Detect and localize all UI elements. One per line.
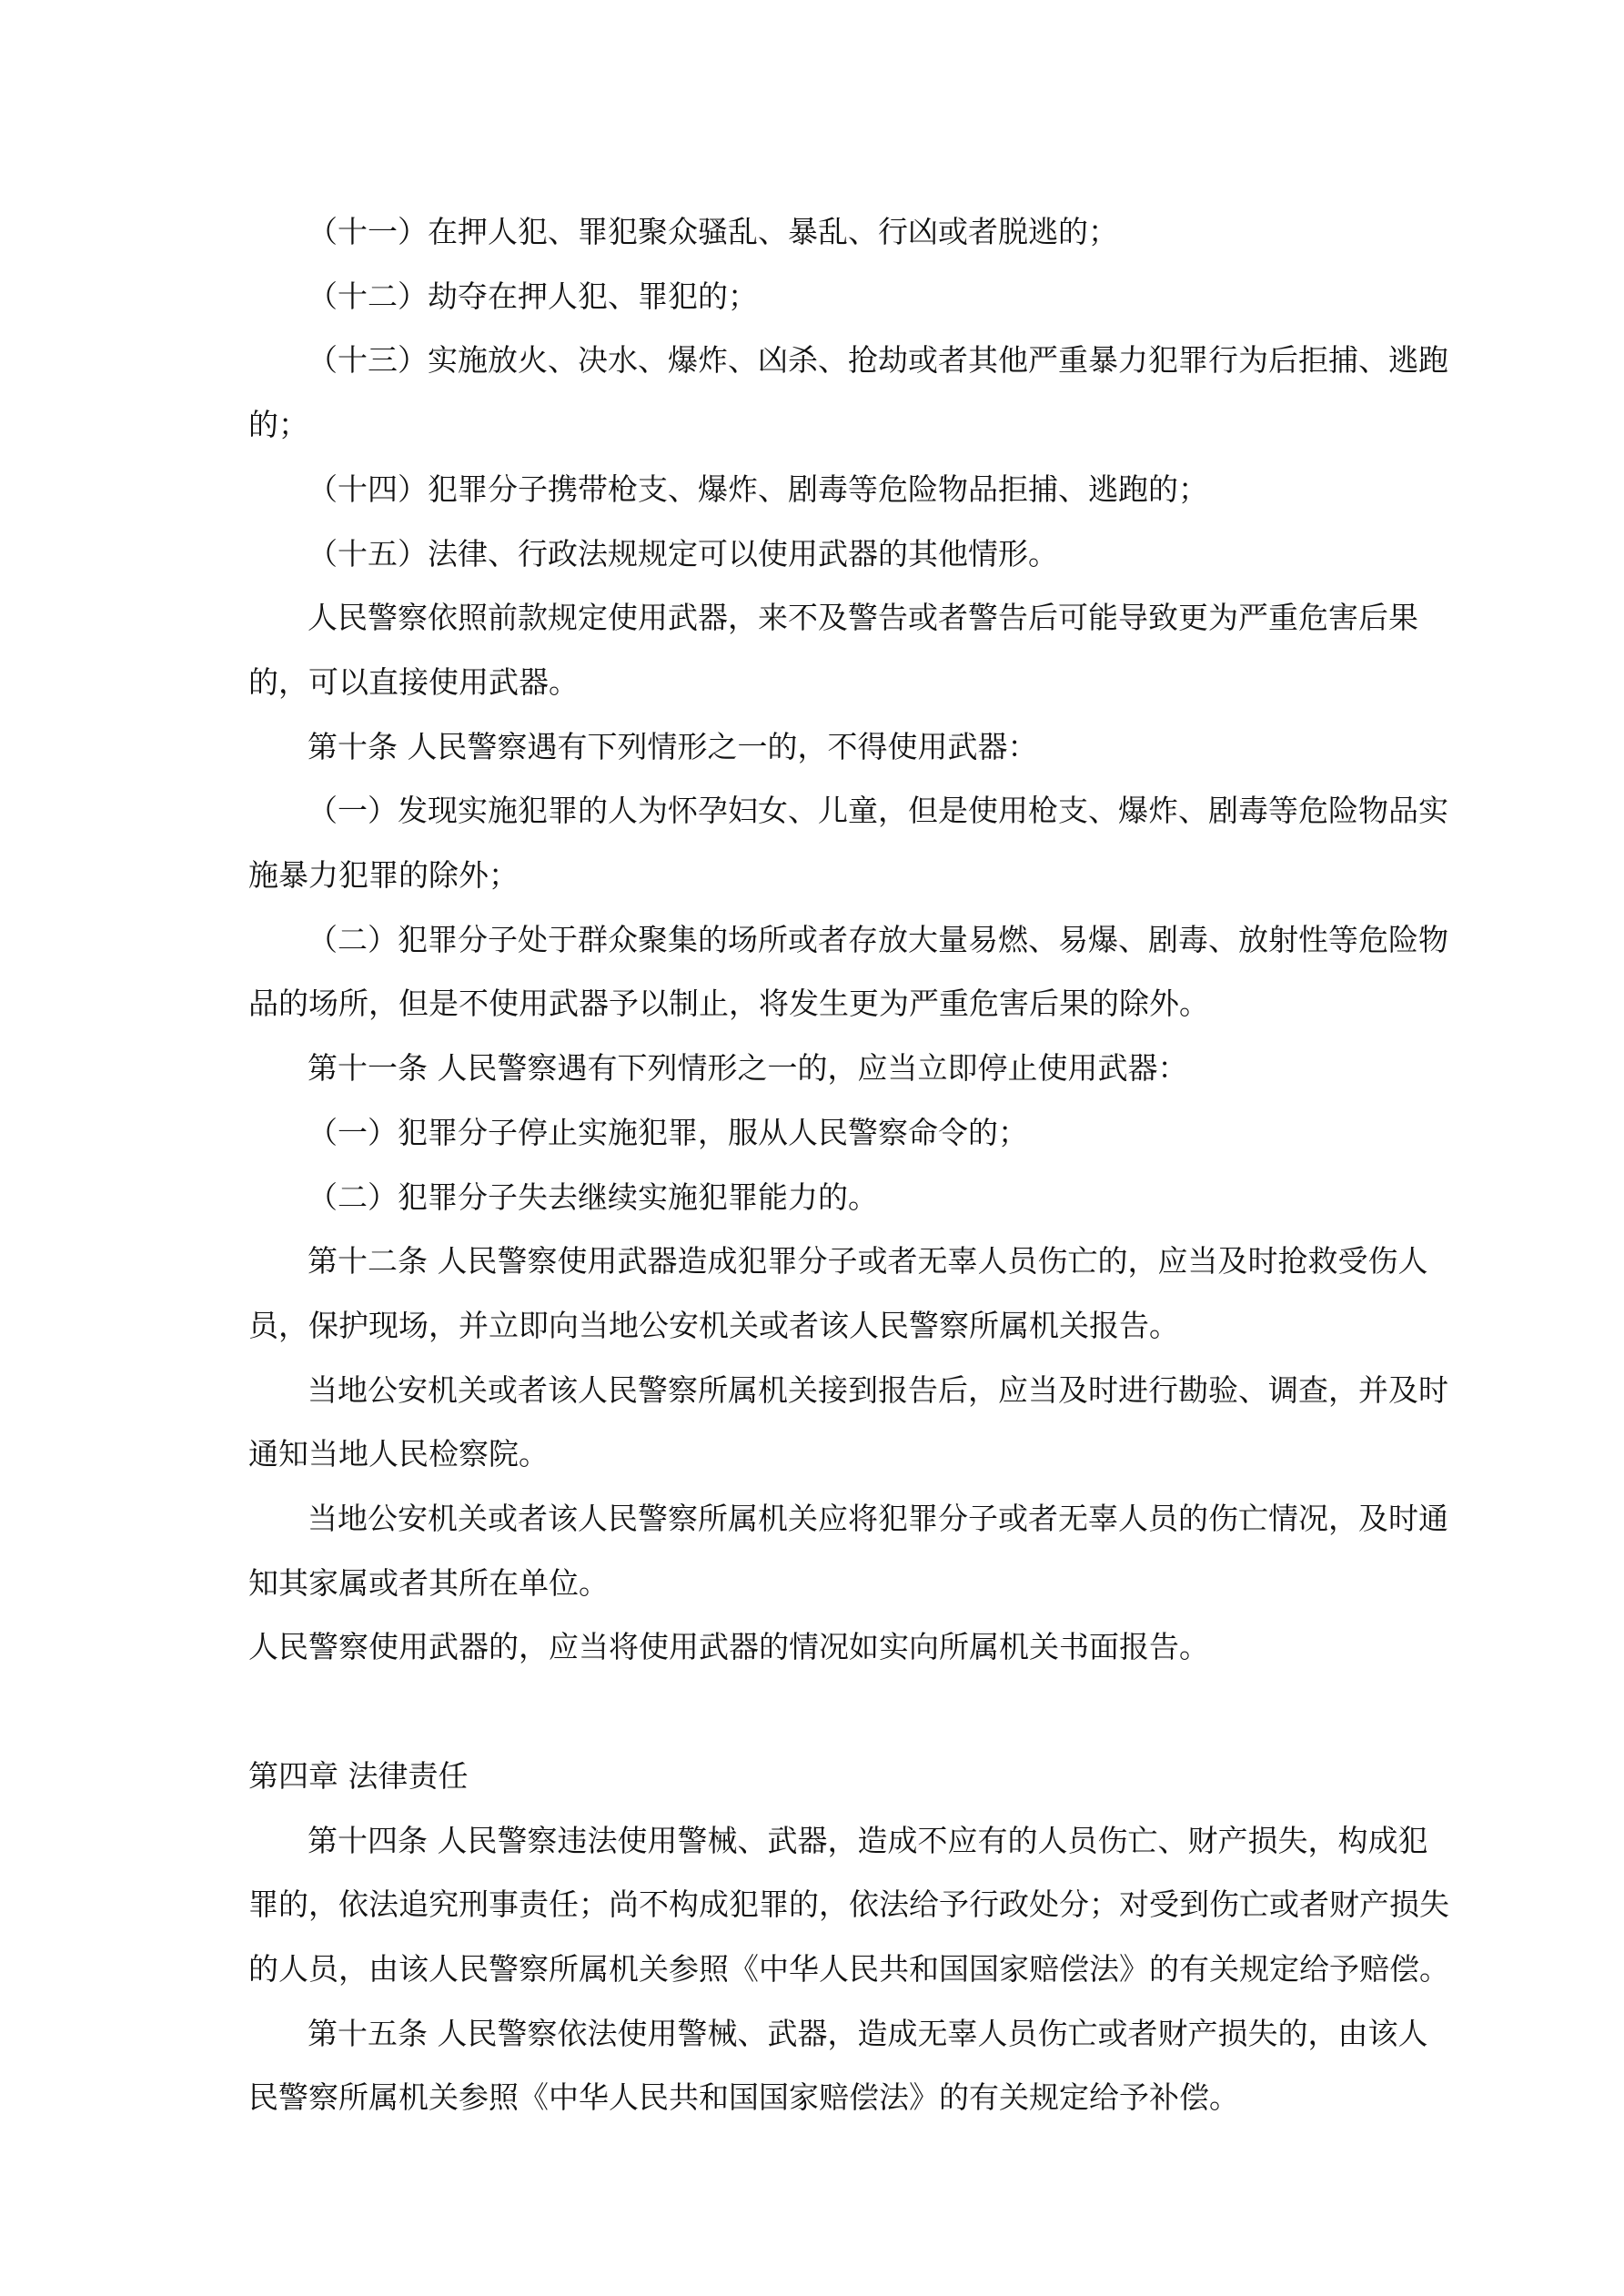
text-line: 第十条 人民警察遇有下列情形之一的，不得使用武器： xyxy=(308,728,1038,764)
text-line: （十四）犯罪分子携带枪支、爆炸、剧毒等危险物品拒捕、逃跑的； xyxy=(308,470,1208,507)
text-line: 第四章 法律责任 xyxy=(248,1757,469,1794)
text-line: （一）发现实施犯罪的人为怀孕妇女、儿童，但是使用枪支、爆炸、剧毒等危险物品实 xyxy=(308,793,1448,829)
text-line: （十五）法律、行政法规规定可以使用武器的其他情形。 xyxy=(308,535,1058,571)
text-line: 人民警察使用武器的，应当将使用武器的情况如实向所属机关书面报告。 xyxy=(248,1629,1209,1665)
text-line: 的，可以直接使用武器。 xyxy=(248,663,579,700)
text-line: 的； xyxy=(248,407,308,443)
text-line: （二）犯罪分子失去继续实施犯罪能力的。 xyxy=(308,1178,878,1215)
text-line: 通知当地人民检察院。 xyxy=(248,1436,549,1472)
text-line: 员，保护现场，并立即向当地公安机关或者该人民警察所属机关报告。 xyxy=(248,1307,1179,1343)
text-line: （十三）实施放火、决水、爆炸、凶杀、抢劫或者其他严重暴力犯罪行为后拒捕、逃跑 xyxy=(308,342,1448,379)
text-line: （十一）在押人犯、罪犯聚众骚乱、暴乱、行凶或者脱逃的； xyxy=(308,214,1118,249)
text-line: 的人员，由该人民警察所属机关参照《中华人民共和国国家赔偿法》的有关规定给予赔偿。 xyxy=(248,1950,1449,1987)
text-line: 民警察所属机关参照《中华人民共和国国家赔偿法》的有关规定给予补偿。 xyxy=(248,2079,1239,2116)
text-line: （十二）劫夺在押人犯、罪犯的； xyxy=(308,278,758,314)
text-line: 品的场所，但是不使用武器予以制止，将发生更为严重危害后果的除外。 xyxy=(248,986,1209,1022)
text-line: 罪的，依法追究刑事责任；尚不构成犯罪的，依法给予行政处分；对受到伤亡或者财产损失 xyxy=(248,1886,1449,1923)
text-line: 第十四条 人民警察违法使用警械、武器，造成不应有的人员伤亡、财产损失，构成犯 xyxy=(308,1822,1428,1858)
text-line: 当地公安机关或者该人民警察所属机关接到报告后，应当及时进行勘验、调查，并及时 xyxy=(308,1371,1448,1408)
text-line: 知其家属或者其所在单位。 xyxy=(248,1564,609,1601)
text-line: （一）犯罪分子停止实施犯罪，服从人民警察命令的； xyxy=(308,1114,1028,1150)
text-line: 第十一条 人民警察遇有下列情形之一的，应当立即停止使用武器： xyxy=(308,1050,1188,1087)
text-line: 施暴力犯罪的除外； xyxy=(248,857,519,893)
text-line: 第十五条 人民警察依法使用警械、武器，造成无辜人员伤亡或者财产损失的，由该人 xyxy=(308,2015,1428,2051)
text-line: 当地公安机关或者该人民警察所属机关应将犯罪分子或者无辜人员的伤亡情况，及时通 xyxy=(308,1501,1448,1536)
text-line: 人民警察依照前款规定使用武器，来不及警告或者警告后可能导致更为严重危害后果 xyxy=(308,600,1418,636)
text-line: 第十二条 人民警察使用武器造成犯罪分子或者无辜人员伤亡的，应当及时抢救受伤人 xyxy=(308,1243,1428,1279)
text-line: （二）犯罪分子处于群众聚集的场所或者存放大量易燃、易爆、剧毒、放射性等危险物 xyxy=(308,921,1448,957)
